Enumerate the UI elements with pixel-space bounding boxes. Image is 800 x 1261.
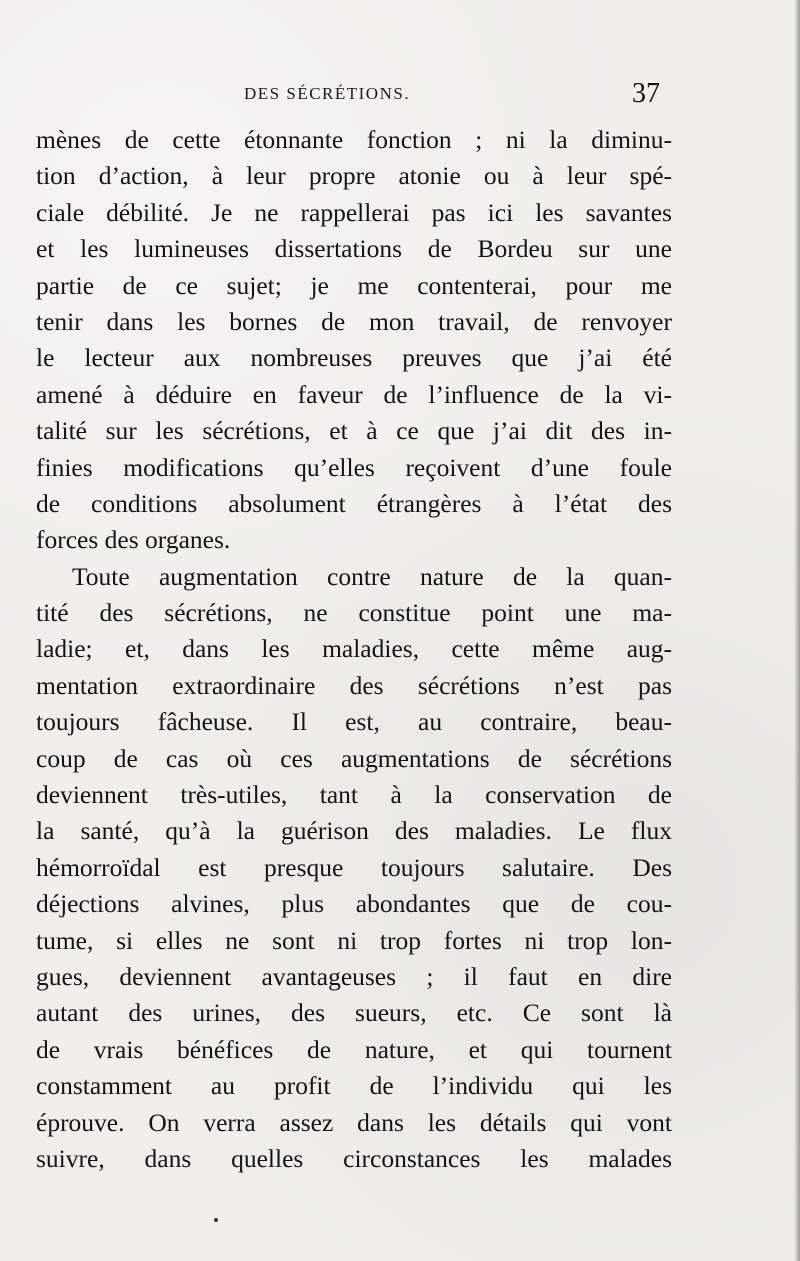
text-line: tume, si elles ne sont ni trop fortes ni trop lon- [36,925,672,955]
text-line: mentation extraordinaire des sécrétions n’est pas [36,670,672,700]
text-line: ciale débilité. Je ne rappellerai pas ici les savantes [36,197,672,227]
text-line: tenir dans les bornes de mon travail, de renvoyer [36,306,672,336]
text-line: la santé, qu’à la guérison des maladies. Le flux [36,816,672,846]
text-line: deviennent très-utiles, tant à la conservation de [36,780,672,810]
text-line: coup de cas où ces augmentations de sécrétions [36,743,672,773]
text-line: hémorroïdal est presque toujours salutaire. Des [36,852,672,882]
text-line: tité des sécrétions, ne constitue point une ma- [36,598,672,628]
text-line: finies modifications qu’elles reçoivent d’une foule [36,452,672,482]
page-number: 37 [632,78,660,109]
text-line: mènes de cette étonnante fonction ; ni la diminu- [36,125,672,154]
text-line: tion d’action, à leur propre atonie ou à leur spé- [36,161,672,191]
text-line: toujours fâcheuse. Il est, au contraire, beau- [36,707,672,737]
text-line: autant des urines, des sueurs, etc. Ce sont là [36,998,672,1028]
text-line: éprouve. On verra assez dans les détails qui vont [36,1107,672,1137]
page-header [0,78,800,118]
ink-speck [214,1218,218,1222]
body-text [36,122,672,1177]
text-line: amené à déduire en faveur de l’influence de la vi- [36,379,672,409]
text-line: de conditions absolument étrangères à l’état des [36,488,672,518]
text-line: talité sur les sécrétions, et à ce que j’ai dit des in- [36,416,672,446]
text-line: partie de ce sujet; je me contenterai, pour me [36,270,672,300]
text-line: constamment au profit de l’individu qui les [36,1071,672,1101]
paragraph-start-line: Toute augmentation contre nature de la quan- [72,561,672,591]
text-line: gues, deviennent avantageuses ; il faut en dire [36,961,672,991]
text-line: de vrais bénéfices de nature, et qui tournent [36,1034,672,1064]
text-line: ladie; et, dans les maladies, cette même aug- [36,634,672,664]
text-line: et les lumineuses dissertations de Bordeu sur une [36,234,672,264]
paragraph-end-line: forces des organes. [36,525,231,555]
text-line: le lecteur aux nombreuses preuves que j’ai été [36,343,672,373]
page-edge-shadow [794,0,800,1261]
running-head: DES SÉCRÉTIONS. [244,84,411,103]
text-line: déjections alvines, plus abondantes que de cou- [36,889,672,919]
text-line: suivre, dans quelles circonstances les malades [36,1143,672,1173]
